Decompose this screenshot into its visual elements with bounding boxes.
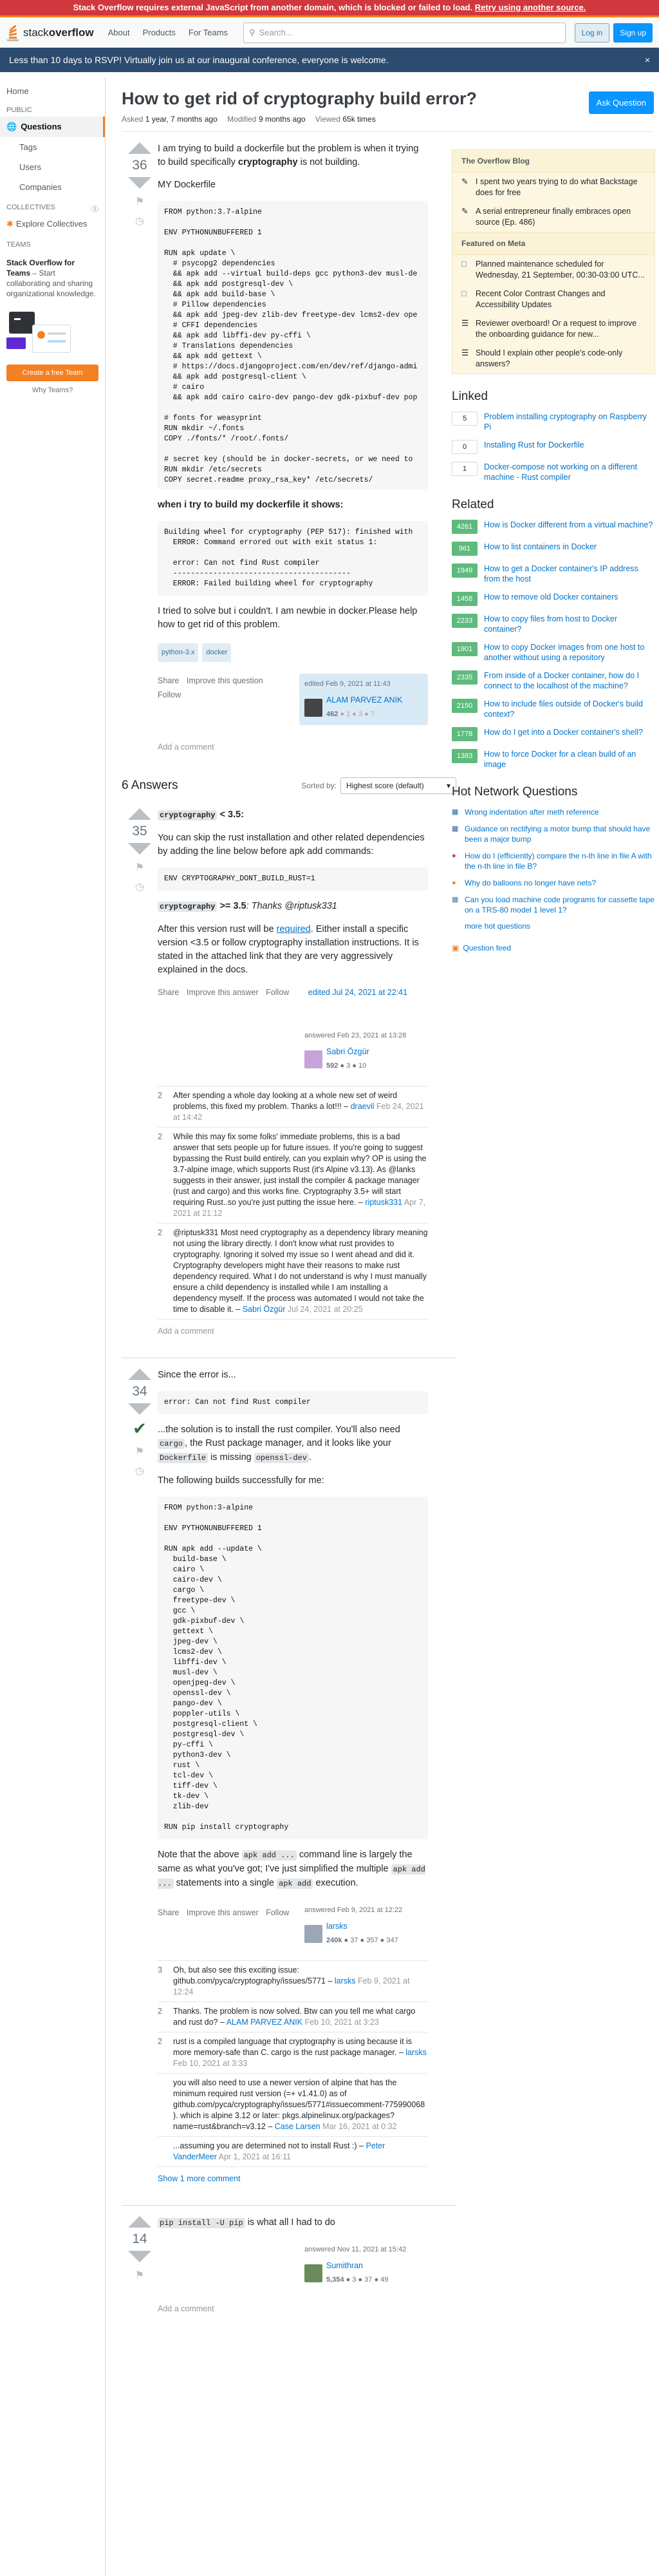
comment-user[interactable]: Peter VanderMeer [173,2141,385,2161]
nav-home[interactable]: Home [6,86,29,96]
js-notice-text: Stack Overflow requires external JavaScript from another domain, which is blocked or failed to load. [73,3,473,12]
hnq-title: Hot Network Questions [452,785,578,799]
answered-date[interactable]: answered Feb 9, 2021 at 12:22 [304,1906,403,1914]
asked-date[interactable]: edited Feb 9, 2021 at 11:43 [304,680,391,688]
comment-icon: □ [461,289,467,298]
pencil-icon: ✎ [461,177,469,186]
asked-value: 1 year, 7 months ago [145,115,218,124]
why-teams-link[interactable]: Why Teams? [32,386,73,394]
more-hot-questions-link[interactable]: more hot questions [465,922,531,931]
comment-user[interactable]: Sabri Özgür [242,1305,286,1314]
question-p4: I tried to solve but i couldn't. I am newbie in docker.Please help how to get rid of this problem. [158,606,418,630]
question-post [122,142,450,759]
question-body [158,142,428,759]
hnq-item[interactable]: ● How do I (efficiently) compare the n-th line in file A with the n-th line in file B? [452,851,652,871]
related-title: Related [452,498,494,511]
answer-2-dockerfile: FROM python:3-alpine ENV PYTHONUNBUFFERED 1 RUN apk add --update \ build-base \ cairo \ cairo-dev \ cargo \ freetype-dev \ gcc \ gdk-pixbuf-dev \ gettext \ jpeg-dev \ lcms2-dev \ libffi-dev \ musl-dev \ openjpeg-dev \ openssl-dev \ pango-dev \ poppler-utils \ postgresql-client \ postgresql-dev \ py-cffi \ python3-dev \ rust \ tcl-dev \ tiff-dev \ tk-dev \ zlib-dev RUN pip install cryptography [158,1497,428,1839]
author-name[interactable]: Sumithran [326,2261,363,2270]
search-icon: ⚲ [249,27,255,37]
related-item[interactable]: 4261 How is Docker different from a virtual machine? [452,520,655,534]
collectives-icon: ✱ [6,219,14,229]
hnq-item[interactable]: ▦ Wrong indentation after meth reference [452,808,599,817]
linked-item[interactable]: 5 Problem installing cryptography on Raspberry Pi [452,412,655,432]
related-item[interactable]: 1901 How to copy Docker images from one host to another without using a repository [452,642,655,663]
follow-link[interactable]: Follow [266,1908,290,1917]
answer-1-p2: After this version rust will be required. Either install a specific version <3.5 or follow cryptography installation instructions. It is stated in the attached link that they are very aggressively explained in the docs. [158,924,419,975]
related-item[interactable]: 2150 How to include files outside of Docker's build context? [452,699,655,719]
linked-item[interactable]: 0 Installing Rust for Dockerfile [452,440,655,454]
logo-text-b: overflow [48,26,94,39]
answer-2-p2: ...the solution is to install the rust compiler. You'll also need cargo , the Rust package manager, and it looks like your Dockerfile is missing openssl-dev . [158,1425,400,1463]
follow-link[interactable]: Follow [266,988,290,997]
answered-date[interactable]: answered Nov 11, 2021 at 15:42 [304,2246,407,2253]
comment: 2 @riptusk331 Most need cryptography as a dependency library meaning not using the library directly. I don't know what rust provides to cryptography. Ignoring it solved my issue so I went ahead and did it. Cryptography developers might have their reasons to make rust dependency required. What I do not understand is why I must manually ensure a child dependency is installed while I am installing a dependency myself. If the process was automated I would not take the time to disable it. – Sabri Özgür Jul 24, 2021 at 20:25 [158,1224,428,1320]
question-tags [158,643,428,662]
improve-answer-link[interactable]: Improve this answer [186,1908,259,1917]
create-team-button[interactable]: Create a free Team [6,365,98,381]
answer-3-score: 14 [132,2231,147,2246]
follow-link[interactable]: Follow [158,690,181,699]
comment-icon: □ [461,260,467,269]
teams-label: TEAMS [6,241,31,249]
sort-control [301,777,456,794]
comment: 2 While this may fix some folks' immediate problems, this is a bad answer that sets people up for future issues. If you're going to suggest bypassing the Rust build entirely, can you explain why? OP is using the 3.7-alpine image, which supports Rust (it's Alpine v3.13). As @lanks suggests in their answer, just install the compiler & package manager (rust and cargo) and this works fine. Cryptography 3.5+ will start requiring Rust..so you're just putting the issue here. – riptusk331 Apr 7, 2021 at 21:12 [158,1128,428,1224]
banner-text: Less than 10 days to RSVP! Virtually join us at our inaugural conference, everyone is welcome. [9,55,389,65]
login-button[interactable]: Log in [575,23,610,43]
stack-icon: ☰ [461,319,469,328]
nav-tags[interactable]: Tags [19,142,37,152]
share-link[interactable]: Share [158,988,180,997]
downvote-icon[interactable] [128,843,151,855]
history-icon[interactable]: ◷ [135,1466,144,1477]
avatar[interactable] [304,2264,322,2282]
add-comment-link[interactable]: Add a comment [158,1327,214,1336]
linked-title: Linked [452,390,488,403]
tag-python[interactable]: python-3.x [158,643,198,662]
blog-item[interactable]: ✎ A serial entrepreneur finally embraces open source (Ep. 486) [461,207,631,227]
answer-2 [122,1368,654,2191]
question-p2: MY Dockerfile [158,180,216,190]
meta-title: Featured on Meta [452,232,654,255]
hnq-item[interactable]: ● Why do balloons no longer have nets? [452,878,597,887]
teams-promo [0,251,105,305]
edited-link[interactable]: edited Jul 24, 2021 at 22:41 [308,988,408,997]
hnq-item[interactable]: ▦ Can you load machine code programs for cassette tape on a TRS-80 model 1 level 1? [452,895,654,914]
comment-user[interactable]: larsks [405,2048,427,2057]
pencil-icon: ✎ [461,207,469,216]
retry-link[interactable]: Retry using another source. [474,3,586,12]
nav-users[interactable]: Users [19,162,41,172]
meta-item[interactable]: □ Planned maintenance scheduled for Wednesday, 21 September, 00:30-03:00 UTC... [461,260,645,279]
comment: you will also need to use a newer version of alpine that has the minimum required rust version (=+ v1.41.0) as of github.com/pyca/cryptography/issues/5771#issuecomment-775990068 ). which is alpine 3.12 or later: pkgs.alpinelinux.org/packages?name=rust&branch=v3.12 – Case Larsen Mar 16, 2021 at 0:32 [158,2074,428,2137]
answer-1-p1: You can skip the rust installation and other related dependencies by adding the line below before apk add commands: [158,833,425,857]
answer-1-body [158,808,428,1343]
comment: ...assuming you are determined not to install Rust :) – Peter VanderMeer Apr 1, 2021 at 16:11 [158,2137,428,2167]
question-score: 36 [132,158,147,173]
sort-select[interactable]: Highest score (default) ▾ [340,777,456,794]
nav-companies[interactable]: Companies [19,182,62,192]
answer-2-body [158,1368,428,2191]
viewed-value: 65k times [342,115,376,124]
question-vote [122,142,158,759]
stack-logo-icon [6,24,21,41]
improve-question-link[interactable]: Improve this question [186,676,263,685]
blog-item[interactable]: ✎ I spent two years trying to do what Backstage does for free [461,177,638,197]
answer-3-text: pip install -U pip is what all I had to do [158,2216,428,2230]
question-p1: I am trying to build a dockerfile but the problem is when it trying to build specifically cryptography is not building. [158,144,419,167]
history-icon[interactable]: ◷ [135,882,144,893]
answer-1-code: ENV CRYPTOGRAPHY_DONT_BUILD_RUST=1 [158,867,428,891]
upvote-icon[interactable] [128,808,151,820]
site-icon: ▦ [452,825,459,833]
answer-divider [122,2205,456,2206]
dockerfile-code: FROM python:3.7-alpine ENV PYTHONUNBUFFERED 1 RUN apk update \ # psycopg2 dependencies && apk add --virtual build-deps gcc python3-dev musl-de && apk add postgresql-dev \ && apk add build-base \ # Pillow dependencies && apk add jpeg-dev zlib-dev freetype-dev lcms2-dev ope # CFFI dependencies && apk add libffi-dev py-cffi \ # Translations dependencies && apk add gettext \ # https://docs.djangoproject.com/en/dev/ref/django-admi && apk add postgresql-client \ # cairo && apk add cairo cairo-dev pango-dev gdk-pixbuf-dev pop # fonts for weasyprint RUN mkdir ~/.fonts COPY ./fonts/* /root/.fonts/ # secret key (should be in docker-secrets, or we need to RUN mkdir /etc/secrets COPY secret.readme proxy_rsa_key* /etc/secrets/ [158,201,428,489]
comment: 2 Thanks. The problem is now solved. Btw can you tell me what cargo and rust do? – ALAM PARVEZ ANIK Feb 10, 2021 at 3:23 [158,2002,428,2032]
answer-2-score: 34 [132,1384,147,1399]
question-meta: Asked 1 year, 7 months ago Modified 9 months ago Viewed 65k times [122,115,654,132]
bookmark-icon[interactable]: ⚑ [135,196,145,207]
comment: 3 Oh, but also see this exciting issue: github.com/pyca/cryptography/issues/5771 – larsks Feb 9, 2021 at 12:24 [158,1961,428,2002]
downvote-icon[interactable] [128,1403,151,1415]
answer-1-vote [122,808,158,1343]
author-name[interactable]: larsks [326,1922,348,1931]
share-link[interactable]: Share [158,676,180,685]
logo-text-a: stack [23,26,49,39]
info-icon[interactable]: Ⓘ [91,205,98,213]
answer-2-actions [158,1900,294,1951]
comment-user[interactable]: draevil [350,1102,375,1111]
history-icon[interactable]: ◷ [135,216,144,227]
question-feed[interactable]: ▣ Question feed [452,943,512,952]
overflow-blog-widget [452,149,655,374]
owner-name[interactable]: ALAM PARVEZ ANIK [326,696,403,705]
show-more-comments-link[interactable]: Show 1 more comment [158,2174,241,2183]
nav-explore-collectives[interactable]: ✱ Explore Collectives [6,219,88,229]
related-item[interactable]: 1383 How to force Docker for a clean build of an image [452,749,655,770]
owner-card [299,674,428,725]
answer-3 [122,2216,654,2321]
answer-2-error-code: error: Can not find Rust compiler [158,1391,428,1414]
answer-2-p3: The following builds successfully for me: [158,1475,324,1486]
answer-2-comments [158,1960,428,2167]
share-link[interactable]: Share [158,1908,180,1917]
upvote-icon[interactable] [128,1368,151,1380]
downvote-icon[interactable] [128,177,151,189]
question-signature [158,674,428,725]
bookmark-icon[interactable]: ⚑ [135,1446,145,1457]
avatar[interactable] [304,1050,322,1068]
comment-user[interactable]: larsks [334,1976,356,1985]
nav-public-label: PUBLIC [6,106,32,114]
question-p3: when i try to build my dockerfile it shows: [158,500,344,510]
stack-icon: ☰ [461,348,469,357]
close-icon[interactable]: × [644,55,650,65]
meta-item[interactable]: □ Recent Color Contrast Changes and Accessibility Updates [461,289,606,309]
upvote-icon[interactable] [128,2216,151,2228]
answer-3-author-card: answered Nov 11, 2021 at 15:42 Sumithran 5,354 ● 3 ● 37 ● 49 [299,2239,428,2291]
answer-2-vote [122,1368,158,2191]
nav-about[interactable]: About [107,28,130,37]
comment-user[interactable]: ALAM PARVEZ ANIK [226,2018,303,2027]
question-title[interactable]: How to get rid of cryptography build error? [122,89,478,108]
left-sidebar [0,77,106,2576]
rss-icon: ▣ [452,943,459,952]
answer-2-p4: Note that the above apk add ... command line is largely the same as what you've got; I've just simplified the multiple apk add ... statements into a single apk add execution. [158,1850,425,1888]
answer-1-h1: cryptography < 3.5: [158,808,428,822]
site-icon: ▦ [452,808,459,816]
nav-questions-label: Questions [21,122,62,131]
author-name[interactable]: Sabri Özgür [326,1047,369,1056]
top-bar [0,15,659,48]
search-placeholder: Search... [259,28,293,37]
teams-illustration [6,312,77,358]
related-item[interactable]: 2335 From inside of a Docker container, how do I connect to the localhost of the machine? [452,670,655,691]
related-item[interactable]: 961 How to list containers in Docker [452,542,655,556]
answer-1-comments [158,1086,428,1320]
answer-1-author-card: answered Feb 23, 2021 at 13:28 Sabri Özgür 592 ● 3 ● 10 [299,1025,428,1077]
add-comment-link[interactable]: Add a comment [158,2304,214,2313]
meta-item[interactable]: ☰ Should I explain other people's code-only answers? [461,348,623,368]
related-item[interactable]: 1458 How to remove old Docker containers [452,592,655,606]
answer-2-author-card: answered Feb 9, 2021 at 12:22 larsks 240k ● 37 ● 357 ● 347 [299,1900,428,1951]
bookmark-icon[interactable]: ⚑ [135,862,145,873]
owner-badges: ● 1 ● 3 ● 7 [340,710,375,718]
signup-button[interactable]: Sign up [613,23,653,43]
add-comment-link[interactable]: Add a comment [158,743,214,752]
site-icon: ● [452,879,456,887]
comment-user[interactable]: Case Larsen [274,2122,320,2131]
ask-question-button[interactable]: Ask Question [589,91,654,114]
required-link[interactable]: required [276,924,311,934]
site-icon: ● [452,852,456,860]
error-code: Building wheel for cryptography (PEP 517): finished with ERROR: Command errored out with exit status 1: error: Can not find Rust compiler ---------------------------------------- ERROR: Failed building wheel for cryptography [158,521,428,596]
answers-header [122,777,456,794]
answer-1-h2: cryptography >= 3.5: Thanks @riptusk331 [158,900,428,914]
teams-title: Stack Overflow for Teams [6,258,75,278]
right-sidebar [452,149,655,952]
answer-2-p1: Since the error is... [158,1370,236,1380]
modified-value[interactable]: 9 months ago [258,115,306,124]
related-item[interactable]: 2233 How to copy files from host to Docker container? [452,614,655,634]
site-icon: ▦ [452,896,459,904]
search-input[interactable] [243,23,566,43]
improve-answer-link[interactable]: Improve this answer [186,988,259,997]
comment: 2 After spending a whole day looking at a whole new set of weird problems, this fixed my problem. Thanks a lot!!! – draevil Feb 24, 2021 at 14:42 [158,1086,428,1128]
collectives-label: COLLECTIVES Ⓘ [6,204,98,213]
nav-questions[interactable] [0,117,105,137]
comment: 2 rust is a compiled language that cryptography is using because it is more memory-safe than C. cargo is the rust package manager. – larsks Feb 10, 2021 at 3:33 [158,2032,428,2074]
globe-icon: 🌐 [6,122,17,131]
upvote-icon[interactable] [128,142,151,154]
downvote-icon[interactable] [128,2251,151,2262]
accepted-check-icon: ✔ [133,1419,147,1438]
answer-3-body [158,2216,428,2321]
linked-item[interactable]: 1 Docker-compose not working on a different machine - Rust compiler [452,462,655,482]
answered-date[interactable]: answered Feb 23, 2021 at 13:28 [304,1032,407,1039]
nav-for-teams[interactable]: For Teams [188,28,228,37]
announcement-banner [0,48,659,72]
site-logo[interactable] [6,24,94,41]
comment-user[interactable]: riptusk331 [365,1198,403,1207]
related-item[interactable]: 1778 How do I get into a Docker container's shell? [452,727,655,741]
sort-label: Sorted by: [301,781,337,790]
meta-item[interactable]: ☰ Reviewer overboard! Or a request to improve the onboarding guidance for new... [461,319,637,339]
blog-title: The Overflow Blog [452,150,654,173]
avatar[interactable] [304,699,322,717]
nav-products[interactable]: Products [142,28,176,37]
teams-description: – Start collaborating and sharing organizational knowledge. [6,269,96,298]
answer-2-signature [158,1900,428,1951]
related-item[interactable]: 1949 How to get a Docker container's IP address from the host [452,564,655,584]
owner-rep: 462 [326,710,339,718]
question-actions [158,674,286,725]
js-notice-bar [0,0,659,15]
chevron-down-icon: ▾ [446,781,450,790]
hnq-item[interactable]: ▦ Guidance on rectifying a motor bump that should have been a major bump [452,824,651,844]
answer-1-score: 35 [132,824,147,838]
tag-docker[interactable]: docker [202,643,231,662]
avatar[interactable] [304,1925,322,1943]
answer-3-vote [122,2216,158,2321]
answers-count: 6 Answers [122,779,178,792]
answer-1-actions [158,986,428,999]
bookmark-icon[interactable]: ⚑ [135,2270,145,2281]
